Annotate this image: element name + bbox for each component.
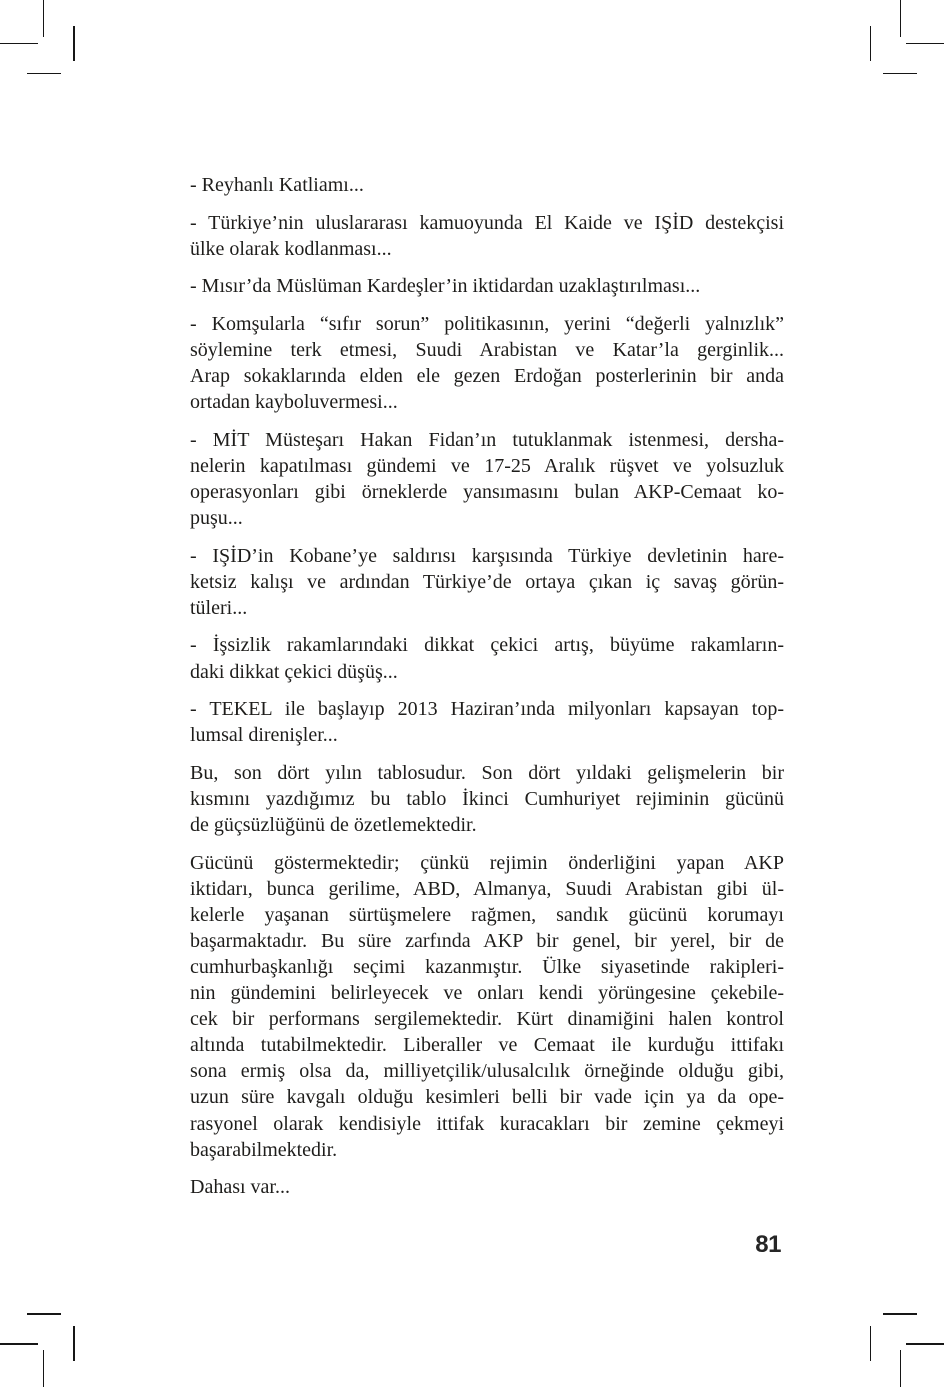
text-line: de güçsüzlüğünü de özetlemektedir. [190,813,477,836]
paragraph [190,172,784,198]
crop-mark-top-left-inner-horizontal [27,73,61,75]
crop-mark-top-left-outer-vertical [43,0,45,37]
paragraph [190,311,784,415]
crop-mark-top-left-inner-vertical [73,26,75,61]
paragraph [190,850,784,1163]
text-line: - Türkiye’nin uluslararası kamuoyunda El Kaide ve IŞİD destekçisi [190,211,784,234]
crop-mark-top-right-outer-horizontal [906,43,944,45]
crop-mark-bottom-left-outer-vertical [43,1350,45,1387]
text-line: başarabilmektedir. [190,1138,338,1161]
page-text [190,172,784,1212]
text-line: rasyonel olarak kendisiyle ittifak kuracakları bir zemine çekmeyi [190,1112,784,1135]
text-line: ortadan kayboluvermesi... [190,391,398,414]
paragraph [190,210,784,262]
paragraph [190,273,784,299]
text-line: Gücünü göstermektedir; çünkü rejimin önderliğini yapan AKP [190,851,784,874]
text-line: kelerle yaşanan sürtüşmelere rağmen, sandık gücünü korumayı [190,903,784,926]
text-line: ülke olarak kodlanması... [190,237,392,260]
text-line: - İşsizlik rakamlarındaki dikkat çekici artış, büyüme rakamların- [190,634,784,657]
crop-mark-bottom-right-outer-horizontal [906,1343,944,1345]
text-line: lumsal direnişler... [190,724,338,747]
text-line: Arap sokaklarında elden ele gezen Erdoğan posterlerinin bir anda [190,365,784,388]
text-line: - Reyhanlı Katliamı... [190,174,364,196]
text-line: - Komşularla “sıfır sorun” politikasının, yerini “değerli yalnızlık” [190,312,784,335]
crop-mark-bottom-left-inner-vertical [73,1326,75,1361]
text-line: cek bir performans sergilemektedir. Kürt dinamiğini halen kontrol [190,1008,784,1031]
text-line: Bu, son dört yılın tablosudur. Son dört yıldaki gelişmelerin bir [190,761,784,784]
paragraph [190,427,784,531]
page-number: 81 [755,1231,781,1258]
text-line: nin gündemini belirleyecek ve onları kendi yörüngesine çekebile- [190,982,784,1005]
crop-mark-top-left-outer-horizontal [0,43,38,45]
text-line: ketsiz kalışı ve ardından Türkiye’de ortaya çıkan iç savaş görün- [190,570,784,593]
text-line: cumhurbaşkanlığı seçimi kazanmıştır. Ülke siyasetinde rakipleri- [190,955,784,978]
text-line: kısmını yazdığımız bu tablo İkinci Cumhuriyet rejiminin gücünü [190,787,784,810]
text-line: - Mısır’da Müslüman Kardeşler’in iktidardan uzaklaştırılması... [190,275,701,298]
paragraph [190,543,784,621]
text-line: nelerin kapatılması gündemi ve 17-25 Aralık rüşvet ve yolsuzluk [190,454,784,477]
text-line: - IŞİD’in Kobane’ye saldırısı karşısında Türkiye devletinin hare- [190,544,784,567]
crop-mark-top-right-inner-vertical [870,26,872,61]
text-line: - MİT Müsteşarı Hakan Fidan’ın tutuklanmak istenmesi, dersha- [190,428,784,451]
text-line: tüleri... [190,596,248,619]
text-line: - TEKEL ile başlayıp 2013 Haziran’ında milyonları kapsayan top- [190,698,784,721]
crop-mark-bottom-right-inner-vertical [870,1326,872,1361]
crop-mark-bottom-right-outer-vertical [900,1350,902,1387]
text-line: operasyonları gibi örneklerde yansımasını bulan AKP-Cemaat ko- [190,480,784,503]
text-line: söylemine terk etmesi, Suudi Arabistan ve Katar’la gerginlik... [190,338,784,361]
paragraph [190,696,784,748]
crop-mark-top-right-outer-vertical [900,0,902,37]
text-line: iktidarı, bunca gerilime, ABD, Almanya, Suudi Arabistan gibi ül- [190,877,784,900]
crop-mark-top-right-inner-horizontal [883,73,917,75]
text-line: altında tutabilmektedir. Liberaller ve Cemaat ile kurduğu ittifakı [190,1034,784,1057]
crop-mark-bottom-left-inner-horizontal [27,1313,61,1315]
text-line: başarmaktadır. Bu süre zarfında AKP bir genel, bir yerel, bir de [190,929,784,952]
crop-mark-bottom-left-outer-horizontal [0,1343,38,1345]
text-line: puşu... [190,507,243,530]
text-line: sona ermiş olsa da, milliyetçilik/ulusalcılık örneğinde olduğu gibi, [190,1060,784,1083]
text-line: Dahası var... [190,1176,290,1199]
crop-mark-bottom-right-inner-horizontal [883,1313,917,1315]
paragraph [190,632,784,684]
paragraph [190,760,784,838]
paragraph [190,1174,784,1200]
text-line: uzun süre kavgalı olduğu kesimleri belli bir vade için ya da ope- [190,1086,784,1109]
text-line: daki dikkat çekici düşüş... [190,660,398,683]
